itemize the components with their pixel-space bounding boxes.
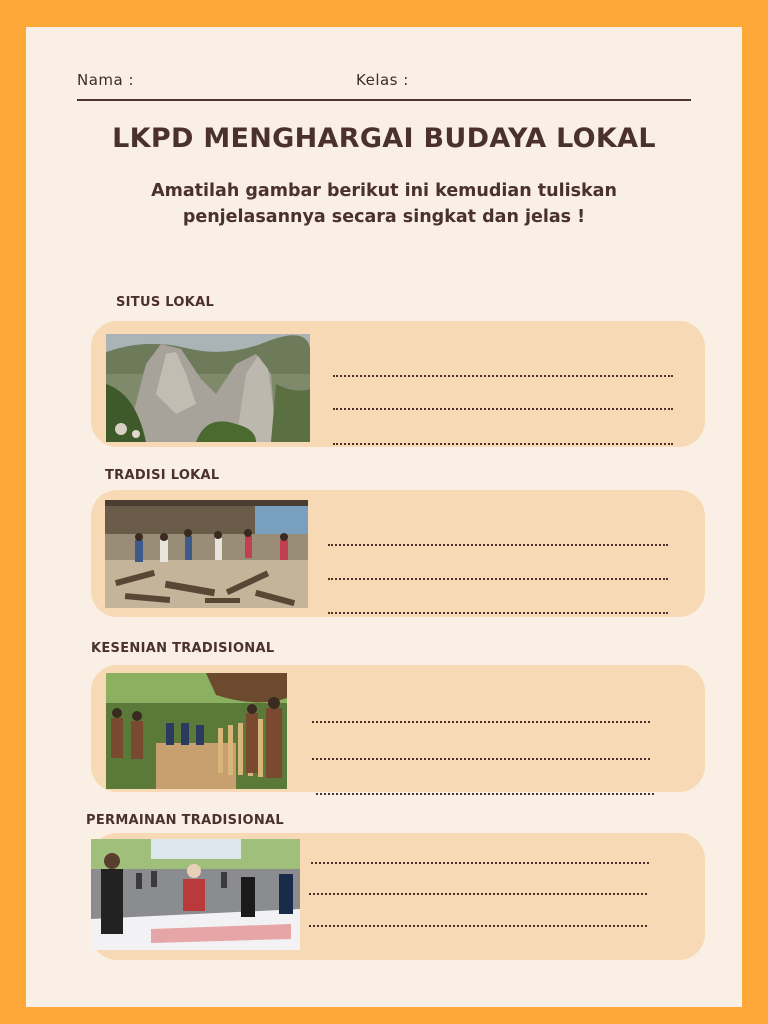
answer-line[interactable] xyxy=(328,544,668,546)
village-woodcutting-photo xyxy=(105,500,308,608)
answer-line[interactable] xyxy=(333,408,673,410)
limestone-cliff-photo xyxy=(106,334,310,442)
section-title-kesenian-tradisional: KESENIAN TRADISIONAL xyxy=(91,641,275,656)
answer-line[interactable] xyxy=(333,443,673,445)
instruction-text: Amatilah gambar berikut ini kemudian tuliskan penjelasannya secara singkat dan jelas ! xyxy=(151,181,617,227)
worksheet-title: LKPD MENGHARGAI BUDAYA LOKAL xyxy=(112,123,656,154)
kelas-label: Kelas : xyxy=(356,71,409,89)
section-title-permainan-tradisional: PERMAINAN TRADISIONAL xyxy=(86,813,284,828)
traditional-game-photo xyxy=(91,839,300,950)
answer-line[interactable] xyxy=(312,721,650,723)
section-title-situs-lokal: SITUS LOKAL xyxy=(116,295,215,310)
answer-line[interactable] xyxy=(328,578,668,580)
answer-line[interactable] xyxy=(309,925,647,927)
section-title-tradisi-lokal: TRADISI LOKAL xyxy=(105,468,220,483)
answer-line[interactable] xyxy=(312,758,650,760)
nama-label: Nama : xyxy=(77,71,135,89)
answer-line[interactable] xyxy=(328,612,668,614)
worksheet-page xyxy=(26,27,742,1007)
name-class-header xyxy=(77,71,691,101)
answer-line[interactable] xyxy=(309,893,647,895)
answer-line[interactable] xyxy=(316,793,654,795)
angklung-performance-photo xyxy=(106,673,287,789)
answer-line[interactable] xyxy=(333,375,673,377)
answer-line[interactable] xyxy=(311,862,649,864)
